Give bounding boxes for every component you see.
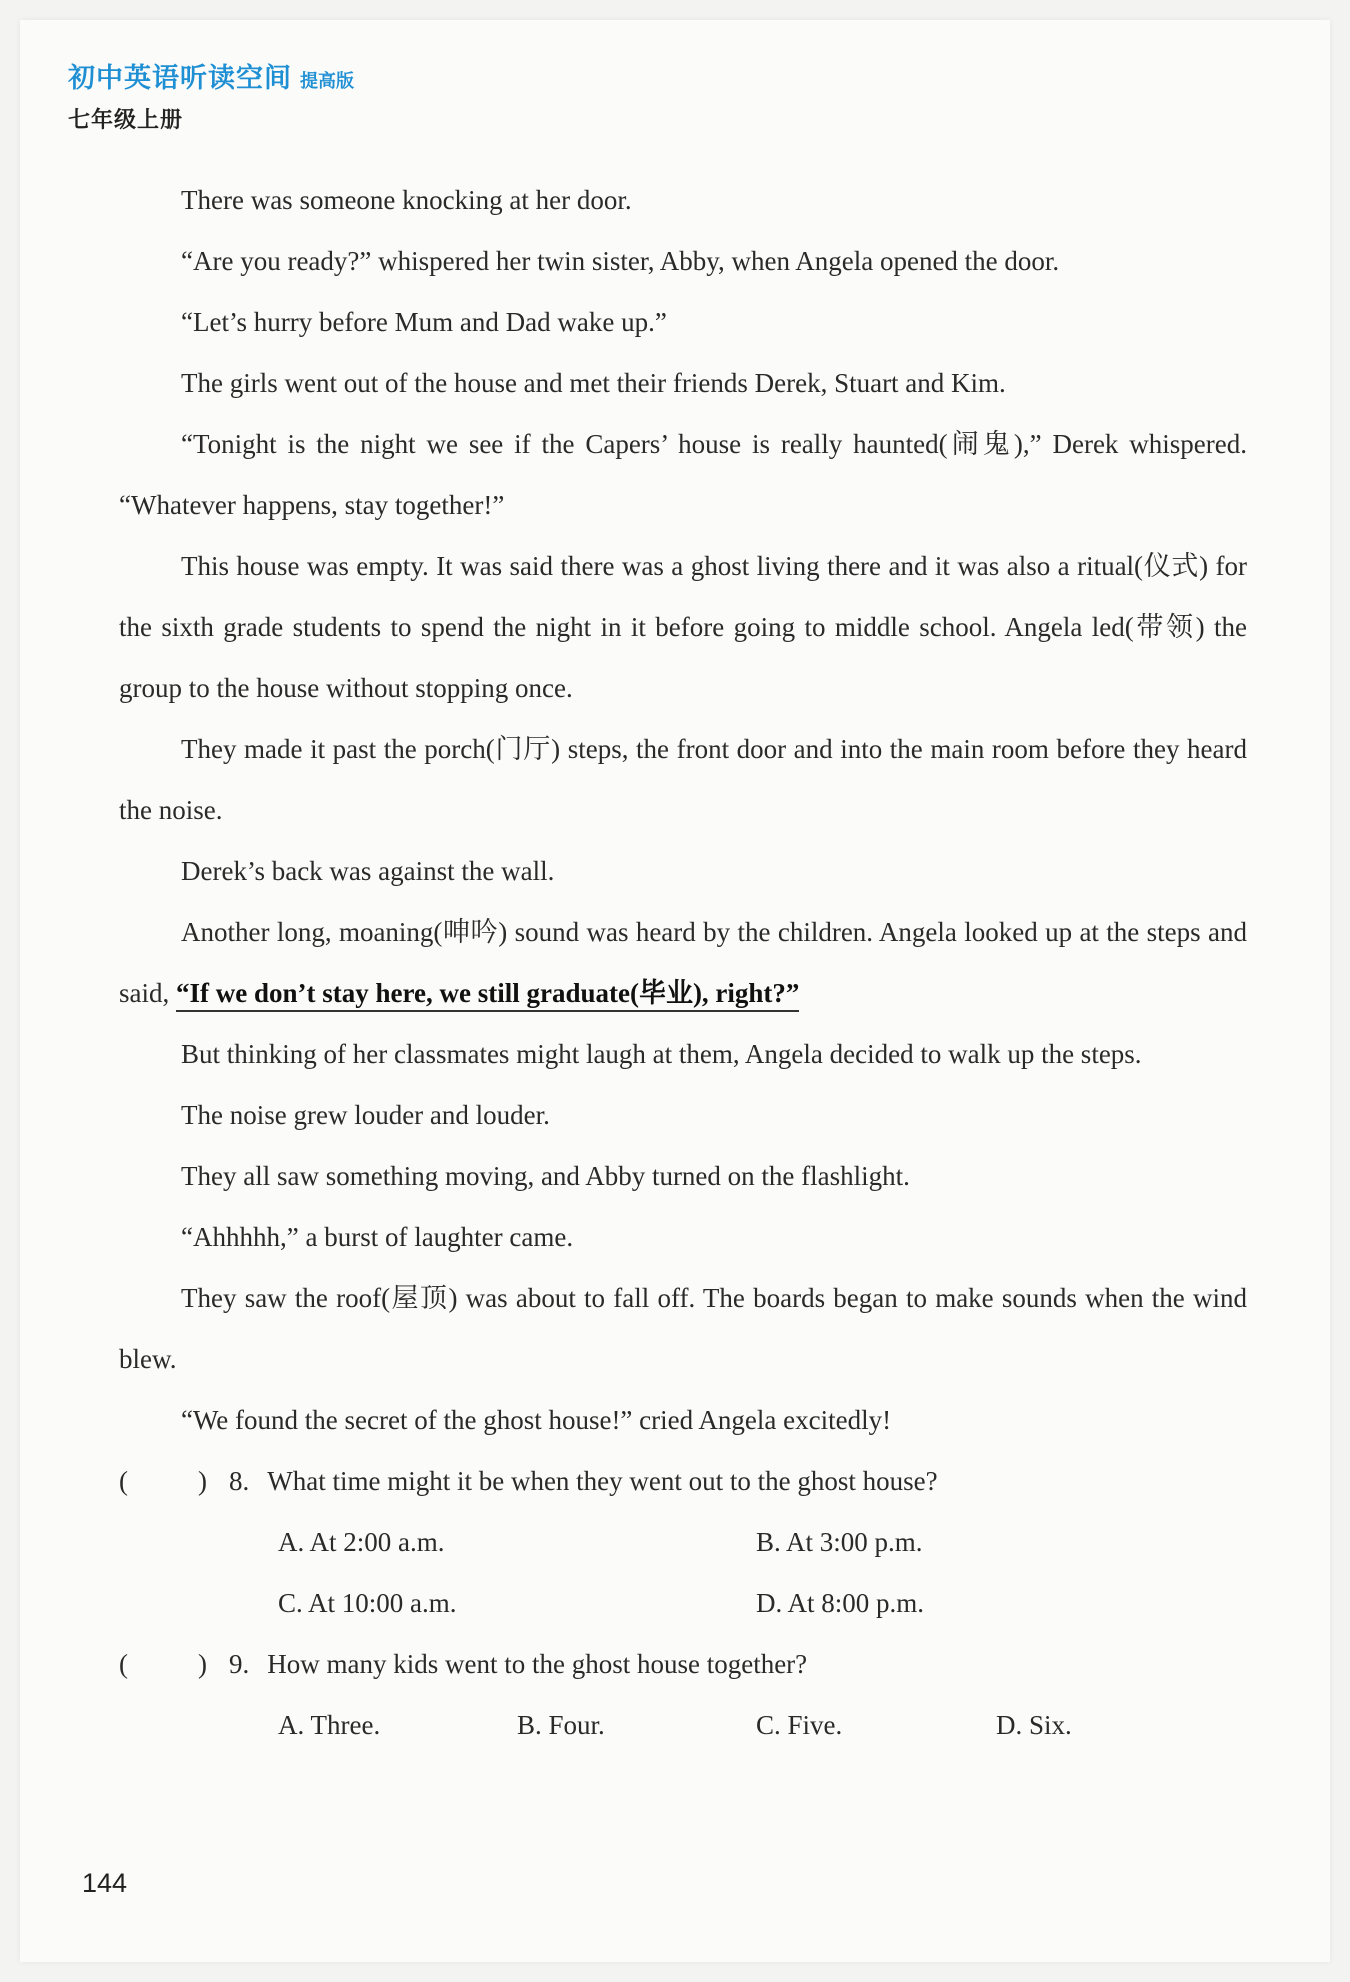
options-row — [119, 1512, 1247, 1573]
paragraph: “Are you ready?” whispered her twin sister, Abby, when Angela opened the door. — [181, 246, 1060, 276]
paragraph: This house was empty. It was said there was a ghost living there and it was also a ritual(仪式) for the sixth grade students to spend the night in it before going to middle school. Angela led(带领) the group to the house without stopping once. — [119, 551, 1247, 703]
page-header — [68, 56, 354, 134]
question-text: What time might it be when they went out to the ghost house? — [267, 1466, 938, 1496]
options-row — [119, 1573, 1247, 1634]
reading-passage — [119, 170, 1247, 1756]
page-number: 144 — [82, 1868, 128, 1898]
highlighted-paragraph — [119, 902, 1247, 1024]
question-text: How many kids went to the ghost house together? — [267, 1649, 808, 1679]
option-d[interactable]: D. At 8:00 p.m. — [756, 1588, 925, 1618]
option-c[interactable]: C. At 10:00 a.m. — [278, 1588, 457, 1618]
paragraph: “Tonight is the night we see if the Capers’ house is really haunted(闹鬼),” Derek whispered. “Whatever happens, stay together!” — [119, 429, 1247, 520]
answer-blank[interactable]: ( ) — [119, 1466, 207, 1496]
question-number: 8. — [229, 1466, 250, 1496]
edition-label: 提高版 — [300, 71, 354, 92]
option-c[interactable]: C. Five. — [756, 1710, 843, 1740]
question-8 — [119, 1451, 1247, 1634]
option-d[interactable]: D. Six. — [996, 1710, 1072, 1740]
question-line — [119, 1451, 1247, 1512]
grade-label: 七年级上册 — [68, 107, 184, 133]
paragraph: They made it past the porch(门厅) steps, the front door and into the main room before they heard the noise. — [119, 734, 1247, 825]
paragraph: “We found the secret of the ghost house!” cried Angela excitedly! — [181, 1405, 892, 1435]
question-number: 9. — [229, 1649, 250, 1679]
question-line — [119, 1634, 1247, 1695]
option-b[interactable]: B. Four. — [517, 1710, 605, 1740]
series-title: 初中英语听读空间 — [68, 63, 292, 94]
underlined-sentence: “If we don’t stay here, we still graduate(毕业), right?” — [176, 978, 799, 1012]
paragraph: The girls went out of the house and met their friends Derek, Stuart and Kim. — [181, 368, 1006, 398]
book-page — [20, 20, 1330, 1962]
paragraph-text: Another long, moaning(呻吟) sound was heard by the children. Angela looked up at the steps and said, — [119, 917, 1247, 1008]
paragraph: They saw the roof(屋顶) was about to fall off. The boards began to make sounds when the wind blew. — [119, 1283, 1247, 1374]
question-9 — [119, 1634, 1247, 1756]
paragraph: The noise grew louder and louder. — [181, 1100, 550, 1130]
options-row — [119, 1695, 1247, 1756]
option-b[interactable]: B. At 3:00 p.m. — [756, 1527, 923, 1557]
paragraph: “Let’s hurry before Mum and Dad wake up.” — [181, 307, 667, 337]
paragraph: “Ahhhhh,” a burst of laughter came. — [181, 1222, 574, 1252]
paragraph: They all saw something moving, and Abby turned on the flashlight. — [181, 1161, 910, 1191]
option-a[interactable]: A. At 2:00 a.m. — [278, 1527, 445, 1557]
paragraph: There was someone knocking at her door. — [181, 185, 632, 215]
paragraph: But thinking of her classmates might laugh at them, Angela decided to walk up the steps. — [181, 1039, 1142, 1069]
paragraph: Derek’s back was against the wall. — [181, 856, 555, 886]
option-a[interactable]: A. Three. — [278, 1710, 381, 1740]
answer-blank[interactable]: ( ) — [119, 1649, 207, 1679]
series-title-line — [68, 56, 354, 95]
